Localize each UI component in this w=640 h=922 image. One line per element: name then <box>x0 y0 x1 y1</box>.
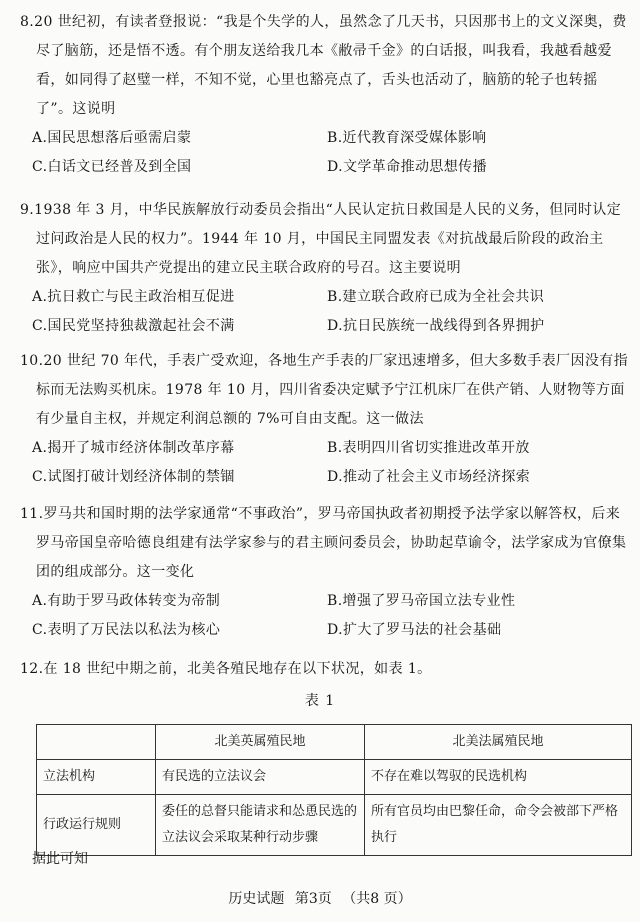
option-d[interactable]: D.推动了社会主义市场经济探索 <box>327 469 531 485</box>
table-row <box>37 795 632 856</box>
question-stem: 10.20 世纪 70 年代，手表广受欢迎，各地生产手表的厂家迅速增多，但大多数手表厂因没有指标而无法购买机床。1978 年 10 月，四川省委决定赋予宁江机床厂在供产销、人财物等方面有少量自主权，并规定利润总额的 7%可自由支配。这一做法 <box>20 353 629 427</box>
option-d[interactable]: D.扩大了罗马法的社会基础 <box>327 622 502 638</box>
footer-subject: 历史试题 <box>228 891 285 907</box>
after-table-text: 据此可知 <box>32 851 88 867</box>
table-cell: 不存在难以驾驭的民选机构 <box>365 760 632 795</box>
question-stem: 12.在 18 世纪中期之前，北美各殖民地存在以下状况，如表 1。 <box>20 661 432 677</box>
table-header-row <box>37 725 632 760</box>
option-b[interactable]: B.近代教育深受媒体影响 <box>327 130 487 146</box>
table-cell: 立法机构 <box>37 760 156 795</box>
table-header-cell: 北美法属殖民地 <box>365 725 632 760</box>
option-d[interactable]: D.抗日民族统一战线得到各界拥护 <box>327 318 545 334</box>
option-b[interactable]: B.增强了罗马帝国立法专业性 <box>327 593 516 609</box>
question-9 <box>20 196 632 341</box>
option-a[interactable]: A.抗日救亡与民主政治相互促进 <box>32 289 235 305</box>
table-cell: 所有官员均由巴黎任命，命令会被部下严格执行 <box>365 795 632 856</box>
option-b[interactable]: B.表明四川省切实推进改革开放 <box>327 440 530 456</box>
table-cell: 有民选的立法议会 <box>156 760 365 795</box>
question-12 <box>20 655 632 684</box>
table-header-cell <box>37 725 156 760</box>
options-grid <box>20 434 632 492</box>
option-c[interactable]: C.国民党坚持独裁激起社会不满 <box>32 318 235 334</box>
option-c[interactable]: C.试图打破计划经济体制的禁锢 <box>32 469 235 485</box>
options-grid <box>20 587 632 645</box>
footer-total: （共8 页） <box>342 891 412 907</box>
option-c[interactable]: C.表明了万民法以私法为核心 <box>32 622 221 638</box>
options-grid <box>20 283 632 341</box>
options-grid <box>20 124 632 182</box>
question-stem: 9.1938 年 3 月，中华民族解放行动委员会指出“人民认定抗日救国是人民的义务，但同时认定过问政治是人民的权力”。1944 年 10 月，中国民主同盟发表《对抗战最后阶段的政治主张》，响应中国共产党提出的建立民主联合政府的号召。这主要说明 <box>20 202 622 276</box>
option-a[interactable]: A.国民思想落后亟需启蒙 <box>32 130 192 146</box>
question-stem: 11.罗马共和国时期的法学家通常“不事政治”，罗马帝国执政者初期授予法学家以解答权，后来罗马帝国皇帝哈德良组建有法学家参与的君主顾问委员会，协助起草谕令，法学家成为官僚集团的组成部分。这一变化 <box>20 506 627 580</box>
option-c[interactable]: C.白话文已经普及到全国 <box>32 159 192 175</box>
table-row <box>37 760 632 795</box>
question-stem: 8.20 世纪初，有读者登报说：“我是个失学的人，虽然念了几天书，只因那书上的文义深奥，费尽了脑筋，还是悟不透。有个朋友送给我几本《敝帚千金》的白话报，叫我看，我越看越爱看，如同得了赵璧一样，不知不觉，心里也豁亮点了，舌头也活动了，脑筋的轮子也转摇了”。这说明 <box>20 14 627 117</box>
option-b[interactable]: B.建立联合政府已成为全社会共识 <box>327 289 545 305</box>
page-footer <box>0 888 640 908</box>
option-a[interactable]: A.有助于罗马政体转变为帝制 <box>32 593 221 609</box>
question-11 <box>20 500 632 645</box>
table-cell: 行政运行规则 <box>37 795 156 856</box>
table-header-cell: 北美英属殖民地 <box>156 725 365 760</box>
option-d[interactable]: D.文学革命推动思想传播 <box>327 159 487 175</box>
footer-page: 第3页 <box>294 891 332 907</box>
table-caption: 表 1 <box>304 693 336 709</box>
option-a[interactable]: A.揭开了城市经济体制改革序幕 <box>32 440 235 456</box>
table-cell: 委任的总督只能请求和怂恿民选的立法议会采取某种行动步骤 <box>156 795 365 856</box>
question-10 <box>20 347 632 492</box>
question-8 <box>20 8 632 182</box>
comparison-table <box>36 724 632 856</box>
